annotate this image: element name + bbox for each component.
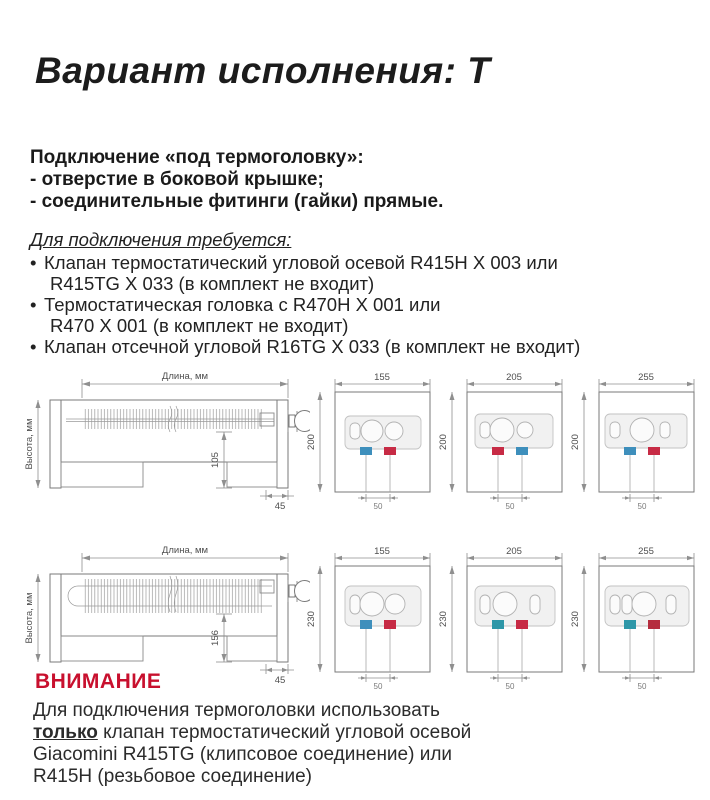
cross-section-row1-155: [300, 370, 440, 515]
fin-pack: [84, 579, 262, 613]
warning-line-2: [33, 722, 471, 744]
pipe-right: [648, 447, 660, 455]
end-offset-dim: 45: [274, 501, 286, 510]
pipe-right: [648, 620, 660, 629]
requirement-item-2: [30, 294, 630, 315]
pipe-left: [492, 447, 504, 455]
pipe-spacing-dim: 50: [505, 682, 515, 691]
requirement-text: Клапан отсечной угловой R16TG X 033 (в комплект не входит): [44, 336, 581, 357]
diagram-row-1: [0, 362, 710, 512]
page-title: Вариант исполнения: Т: [35, 50, 491, 91]
pipe-right: [516, 620, 528, 629]
requirement-item-3: [30, 336, 630, 357]
connection-block: [30, 147, 443, 213]
height-dim-label: Высота, мм: [24, 592, 35, 644]
height-dim-label: 200: [570, 434, 581, 450]
pipe-spacing-dim: 50: [505, 502, 515, 511]
connection-line-2: - соединительные фитинги (гайки) прямые.: [30, 191, 444, 212]
length-dim-label: Длина, мм: [161, 371, 209, 382]
pipe-right: [384, 447, 396, 455]
height-dim-label: 230: [570, 611, 581, 627]
length-dim-label: Длина, мм: [161, 545, 209, 556]
bullet-icon: •: [30, 294, 37, 315]
width-dim-label: 155: [374, 372, 390, 383]
cross-section-row1-205: [432, 370, 572, 515]
cross-section-row2-205: [432, 544, 572, 694]
requirement-item-1-cont: R415TG X 033 (в комплект не входит): [50, 273, 375, 294]
pipe-left: [492, 620, 504, 629]
inner-height-dim: 105: [210, 452, 221, 468]
warning-heading: ВНИМАНИЕ: [35, 670, 162, 693]
requirement-text: Термостатическая головка с R470H X 001 или: [44, 294, 441, 315]
width-dim-label: 255: [638, 546, 654, 557]
requirement-item-1: [30, 252, 630, 273]
connection-heading: Подключение «под термоголовку»:: [30, 147, 364, 168]
pipe-right: [384, 620, 396, 629]
connection-line-1: - отверстие в боковой крышке;: [30, 169, 324, 190]
width-dim-label: 205: [506, 546, 522, 557]
warning-line-2-rest: клапан термостатический угловой осевой: [97, 722, 472, 743]
pipe-spacing-dim: 50: [373, 682, 383, 691]
bullet-icon: •: [30, 252, 37, 273]
height-dim-label: 230: [306, 611, 317, 627]
warning-text: [33, 700, 471, 788]
height-dim-label: 200: [438, 434, 449, 450]
pipe-left: [360, 620, 372, 629]
warning-emphasis: только: [33, 722, 98, 743]
pipe-left: [624, 447, 636, 455]
width-dim-label: 205: [506, 372, 522, 383]
pipe-left: [360, 447, 372, 455]
bullet-icon: •: [30, 336, 37, 357]
height-dim-label: 230: [438, 611, 449, 627]
cross-section-row2-255: [564, 544, 704, 694]
cross-section-row1-255: [564, 370, 704, 515]
diagram-row-2: [0, 536, 710, 691]
pipe-spacing-dim: 50: [637, 502, 647, 511]
height-dim-label: Высота, мм: [24, 418, 35, 470]
requirement-text: Клапан термостатический угловой осевой R415H X 003 или: [44, 252, 558, 273]
pipe-left: [624, 620, 636, 629]
end-offset-dim: 45: [274, 675, 286, 684]
requirement-item-2-cont: R470 X 001 (в комплект не входит): [50, 315, 349, 336]
side-view-drawing-row1: [20, 368, 310, 510]
requirements-block: [30, 229, 630, 357]
side-view-drawing-row2: [20, 542, 310, 684]
width-dim-label: 255: [638, 372, 654, 383]
warning-line-3: Giacomini R415TG (клипсовое соединение) или: [33, 744, 453, 765]
warning-line-1: Для подключения термоголовки использовать: [33, 700, 440, 721]
requirements-heading: Для подключения требуется:: [30, 229, 292, 250]
pipe-spacing-dim: 50: [373, 502, 383, 511]
cross-section-row2-155: [300, 544, 440, 694]
width-dim-label: 155: [374, 546, 390, 557]
pipe-spacing-dim: 50: [637, 682, 647, 691]
inner-height-dim: 156: [210, 630, 221, 646]
pipe-right: [516, 447, 528, 455]
height-dim-label: 200: [306, 434, 317, 450]
warning-line-4: R415H (резьбовое соединение): [33, 766, 313, 787]
